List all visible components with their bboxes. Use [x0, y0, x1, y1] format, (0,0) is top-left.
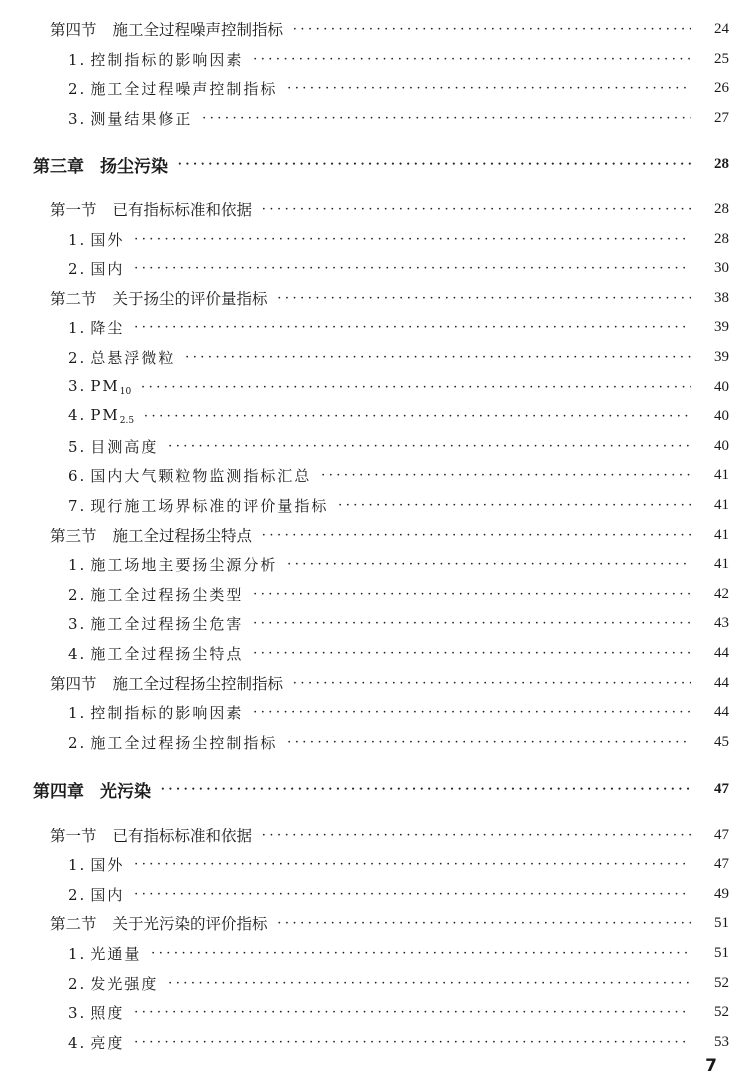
dot-leader — [253, 609, 691, 637]
toc-entry-title — [68, 78, 277, 99]
dot-leader — [202, 104, 691, 132]
toc-page-number: 45 — [714, 733, 729, 750]
toc-item-row[interactable] — [0, 551, 750, 577]
toc-item-row[interactable] — [0, 729, 750, 755]
toc-entry-title — [68, 943, 141, 964]
dot-leader — [262, 195, 691, 223]
toc-page-number: 28 — [714, 155, 729, 172]
toc-entry-text: 施工全过程噪声控制指标 — [112, 21, 284, 39]
toc-page-number: 28 — [714, 200, 729, 217]
dot-leader — [151, 939, 691, 967]
toc-entry-title — [68, 1032, 124, 1053]
toc-entry-text: 施工全过程扬尘危害 — [90, 614, 244, 633]
toc-entry-title — [68, 108, 192, 129]
toc-item-row[interactable] — [0, 403, 750, 429]
toc-entry-label: 第三节 — [50, 527, 97, 545]
toc-page-number: 42 — [714, 585, 729, 602]
toc-entry-title — [68, 884, 124, 905]
toc-entry-text: 施工场地主要扬尘源分析 — [90, 555, 278, 574]
toc-entry-text: 发光强度 — [90, 974, 159, 993]
toc-page-number: 44 — [714, 703, 729, 720]
toc-entry-title — [68, 347, 175, 368]
toc-entry-label: 1. — [68, 230, 87, 249]
toc-page-number: 40 — [714, 407, 729, 424]
toc-entry-title — [68, 406, 134, 426]
toc-entry-title — [68, 495, 328, 516]
toc-item-row[interactable] — [0, 881, 750, 907]
toc-entry-label: 2. — [68, 79, 87, 98]
toc-page-number: 27 — [714, 109, 729, 126]
toc-page-number: 40 — [714, 378, 729, 395]
toc-page-number: 44 — [714, 644, 729, 661]
toc-entry-text: 控制指标的影响因素 — [90, 50, 244, 69]
toc-entry-title — [50, 912, 268, 934]
toc-entry-title — [68, 732, 277, 753]
dot-leader — [144, 402, 691, 430]
toc-section-row[interactable] — [0, 670, 750, 696]
toc-entry-text: 现行施工场界标准的评价量指标 — [90, 496, 329, 515]
toc-entry-text: 国外 — [90, 230, 125, 249]
toc-entry-title — [68, 465, 311, 486]
toc-page-number: 26 — [714, 79, 729, 96]
dot-leader — [321, 461, 691, 489]
toc-item-row[interactable] — [0, 940, 750, 966]
toc-item-row[interactable] — [0, 999, 750, 1025]
toc-entry-text: 施工全过程扬尘控制指标 — [90, 733, 278, 752]
toc-page-number: 40 — [714, 437, 729, 454]
toc-entry-text: 光污染 — [100, 781, 151, 802]
dot-leader — [134, 225, 691, 253]
toc-page-number: 25 — [714, 50, 729, 67]
toc-entry-label: 3. — [68, 1003, 87, 1022]
toc-entry-label: 第二节 — [50, 915, 97, 933]
toc-entry-text: 国内 — [90, 885, 125, 904]
toc-entry-label: 第二节 — [50, 290, 97, 308]
toc-entry-text: 光通量 — [90, 944, 142, 963]
toc-entry-text: 扬尘污染 — [100, 156, 168, 177]
dot-leader — [161, 775, 691, 803]
toc-item-row[interactable] — [0, 255, 750, 281]
dot-leader — [253, 639, 691, 667]
toc-entry-text: 施工全过程扬尘特点 — [112, 527, 253, 545]
toc-section-row[interactable] — [0, 196, 750, 222]
toc-entry-text: 关于扬尘的评价量指标 — [112, 290, 268, 308]
toc-entry-label: 2. — [68, 733, 87, 752]
toc-entry-label: 2. — [68, 974, 87, 993]
toc-page-number: 41 — [714, 496, 729, 513]
toc-entry-label: 1. — [68, 944, 87, 963]
toc-entry-label: 1. — [68, 703, 87, 722]
dot-leader — [262, 821, 691, 849]
dot-leader — [278, 284, 691, 312]
toc-section-row[interactable] — [0, 522, 750, 548]
toc-item-row[interactable] — [0, 699, 750, 725]
toc-page-number: 52 — [714, 1003, 729, 1020]
dot-leader — [178, 150, 691, 178]
toc-page-number: 47 — [714, 826, 729, 843]
toc-entry-label: 第四节 — [50, 21, 97, 39]
dot-leader — [134, 880, 691, 908]
toc-entry-label: 第一节 — [50, 827, 97, 845]
toc-entry-text: 施工全过程扬尘类型 — [90, 585, 244, 604]
toc-item-row[interactable] — [0, 105, 750, 131]
toc-item-row[interactable] — [0, 1029, 750, 1055]
toc-section-row[interactable] — [0, 285, 750, 311]
dot-leader — [168, 969, 691, 997]
toc-page-number: 47 — [714, 855, 729, 872]
toc-item-row[interactable] — [0, 226, 750, 252]
toc-entry-label: 1. — [68, 318, 87, 337]
dot-leader — [293, 669, 691, 697]
toc-entry-label: 3. — [68, 377, 87, 395]
toc-page-number: 44 — [714, 674, 729, 691]
toc-page-number: 39 — [714, 348, 729, 365]
toc-entry-title — [68, 49, 243, 70]
toc-entry-label: 2. — [68, 885, 87, 904]
dot-leader — [134, 254, 691, 282]
toc-entry-title — [68, 973, 158, 994]
toc-entry-title — [68, 229, 124, 250]
toc-entry-label: 3. — [68, 109, 87, 128]
toc-entry-text: 亮度 — [90, 1033, 125, 1052]
toc-entry-title — [68, 584, 243, 605]
toc-section-row[interactable] — [0, 16, 750, 42]
toc-entry-subscript: 2.5 — [119, 416, 135, 426]
toc-entry-text: 已有指标标准和依据 — [112, 827, 253, 845]
toc-item-row[interactable] — [0, 46, 750, 72]
dot-leader — [287, 74, 691, 102]
toc-item-row[interactable] — [0, 970, 750, 996]
toc-entry-label: 2. — [68, 585, 87, 604]
toc-item-row[interactable] — [0, 374, 750, 400]
toc-item-row[interactable] — [0, 314, 750, 340]
toc-entry-label: 4. — [68, 644, 87, 663]
toc-entry-text: PM — [90, 377, 120, 395]
dot-leader — [185, 343, 691, 371]
toc-item-row[interactable] — [0, 492, 750, 518]
toc-item-row[interactable] — [0, 851, 750, 877]
toc-entry-text: PM — [90, 406, 120, 424]
dot-leader — [253, 698, 691, 726]
toc-entry-text: 施工全过程扬尘控制指标 — [112, 675, 284, 693]
dot-leader — [141, 373, 691, 401]
dot-leader — [253, 580, 691, 608]
dot-leader — [168, 432, 691, 460]
toc-entry-label: 1. — [68, 50, 87, 69]
toc-page-number: 41 — [714, 555, 729, 572]
toc-entry-label: 第三章 — [33, 156, 84, 177]
dot-leader — [293, 15, 691, 43]
toc-item-row[interactable] — [0, 610, 750, 636]
toc-chapter-row[interactable] — [0, 776, 750, 802]
toc-entry-title — [68, 702, 243, 723]
toc-section-row[interactable] — [0, 822, 750, 848]
toc-page-number: 43 — [714, 614, 729, 631]
toc-entry-text: 目测高度 — [90, 437, 159, 456]
toc-entry-label: 2. — [68, 259, 87, 278]
toc-entry-title — [33, 777, 151, 802]
toc-entry-title — [68, 1002, 124, 1023]
toc-item-row[interactable] — [0, 581, 750, 607]
dot-leader — [262, 521, 691, 549]
toc-entry-label: 4. — [68, 406, 87, 424]
toc-entry-text: 施工全过程扬尘特点 — [90, 644, 244, 663]
toc-entry-title — [68, 854, 124, 875]
toc-entry-title — [68, 377, 131, 397]
dot-leader — [287, 728, 691, 756]
toc-entry-label: 第一节 — [50, 201, 97, 219]
toc-item-row[interactable] — [0, 433, 750, 459]
toc-entry-text: 国内 — [90, 259, 125, 278]
toc-entry-text: 降尘 — [90, 318, 125, 337]
toc-entry-text: 测量结果修正 — [90, 109, 193, 128]
toc-entry-title — [68, 554, 277, 575]
toc-entry-text: 已有指标标准和依据 — [112, 201, 253, 219]
dot-leader — [278, 909, 691, 937]
toc-page-number: 49 — [714, 885, 729, 902]
toc-item-row[interactable] — [0, 640, 750, 666]
toc-entry-label: 3. — [68, 614, 87, 633]
toc-page-number: 24 — [714, 20, 729, 37]
toc-chapter-row[interactable] — [0, 151, 750, 177]
page-number: 7 — [705, 1056, 717, 1076]
toc-page-number: 51 — [714, 944, 729, 961]
toc-page-number: 28 — [714, 230, 729, 247]
toc-entry-title — [68, 643, 243, 664]
toc-entry-label: 2. — [68, 348, 87, 367]
toc-entry-title — [50, 198, 252, 220]
toc-entry-label: 6. — [68, 466, 87, 485]
toc-page-number: 47 — [714, 780, 729, 797]
toc-entry-label: 第四章 — [33, 781, 84, 802]
toc-entry-text: 施工全过程噪声控制指标 — [90, 79, 278, 98]
toc-item-row[interactable] — [0, 344, 750, 370]
toc-entry-title — [68, 613, 243, 634]
toc-item-row[interactable] — [0, 462, 750, 488]
toc-page-number: 38 — [714, 289, 729, 306]
toc-entry-label: 1. — [68, 855, 87, 874]
toc-section-row[interactable] — [0, 910, 750, 936]
dot-leader — [134, 850, 691, 878]
dot-leader — [338, 491, 691, 519]
toc-entry-text: 控制指标的影响因素 — [90, 703, 244, 722]
toc-entry-title — [68, 436, 158, 457]
toc-page-number: 30 — [714, 259, 729, 276]
toc-entry-text: 照度 — [90, 1003, 125, 1022]
toc-entry-title — [50, 18, 283, 40]
toc-page-number: 41 — [714, 466, 729, 483]
toc-entry-label: 第四节 — [50, 675, 97, 693]
dot-leader — [253, 45, 691, 73]
toc-entry-label: 1. — [68, 555, 87, 574]
toc-entry-text: 关于光污染的评价指标 — [112, 915, 268, 933]
toc-entry-title — [33, 152, 168, 177]
toc-entry-title — [50, 287, 268, 309]
toc-entry-title — [50, 672, 283, 694]
toc-entry-subscript: 10 — [119, 387, 132, 397]
toc-page-number: 53 — [714, 1033, 729, 1050]
toc-item-row[interactable] — [0, 75, 750, 101]
toc-page-number: 52 — [714, 974, 729, 991]
toc-entry-text: 总悬浮微粒 — [90, 348, 176, 367]
toc-page-number: 39 — [714, 318, 729, 335]
dot-leader — [134, 313, 691, 341]
toc-entry-label: 4. — [68, 1033, 87, 1052]
toc-entry-title — [68, 258, 124, 279]
toc-entry-title — [50, 824, 252, 846]
toc-page-number: 41 — [714, 526, 729, 543]
dot-leader — [287, 550, 691, 578]
toc-entry-label: 5. — [68, 437, 87, 456]
toc-entry-title — [50, 524, 252, 546]
toc-page-number: 51 — [714, 914, 729, 931]
dot-leader — [134, 998, 691, 1026]
toc-entry-label: 7. — [68, 496, 87, 515]
dot-leader — [134, 1028, 691, 1056]
toc-entry-title — [68, 317, 124, 338]
toc-entry-text: 国外 — [90, 855, 125, 874]
toc-entry-text: 国内大气颗粒物监测指标汇总 — [90, 466, 312, 485]
